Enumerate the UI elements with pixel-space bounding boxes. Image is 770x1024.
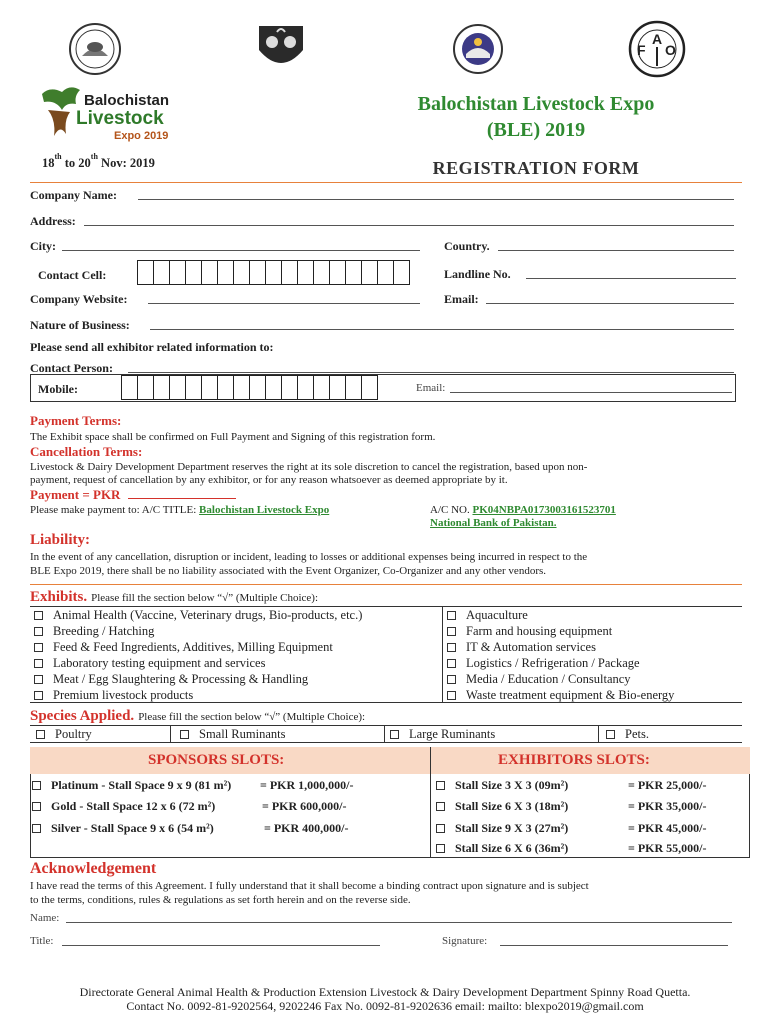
species-sep <box>384 725 385 743</box>
landline-field[interactable] <box>526 267 736 279</box>
mobile-email-label: Email: <box>416 382 446 394</box>
exhibitor-slot-1-price: = PKR 25,000/- <box>628 778 707 792</box>
exhibits-divider <box>442 606 443 703</box>
city-label: City: <box>30 239 56 253</box>
species-sep <box>170 725 171 743</box>
liability-line2: BLE Expo 2019, there shall be no liability associated with the Event Organizer, Co-Organizer and any other vendors. <box>30 565 547 577</box>
slots-divider <box>430 747 431 858</box>
checkbox[interactable] <box>606 730 615 739</box>
title-field[interactable] <box>62 934 380 946</box>
exhibit-option[interactable]: Farm and housing equipment <box>447 623 674 639</box>
name-label: Name: <box>30 912 60 924</box>
checkbox[interactable] <box>34 643 43 652</box>
exhibit-option[interactable]: Media / Education / Consultancy <box>447 671 674 687</box>
sponsor-slot-gold[interactable]: Gold - Stall Space 12 x 6 (72 m²) <box>32 799 215 814</box>
name-field[interactable] <box>66 911 732 923</box>
acknowledgement-line1: I have read the terms of this Agreement. I fully understand that it shall become a binding contract upon signature and is subject <box>30 880 589 892</box>
checkbox[interactable] <box>447 659 456 668</box>
checkbox[interactable] <box>447 611 456 620</box>
exhibitors-slots-heading: EXHIBITORS SLOTS: <box>498 752 650 768</box>
mobile-label: Mobile: <box>38 382 78 396</box>
address-label: Address: <box>30 214 76 228</box>
livestock-dept-logo <box>452 22 504 76</box>
contact-cell-boxes[interactable] <box>138 260 410 285</box>
exhibit-option[interactable]: Premium livestock products <box>34 687 362 703</box>
checkbox[interactable] <box>34 627 43 636</box>
signature-label: Signature: <box>442 935 488 947</box>
bank-name: National Bank of Pakistan. <box>430 517 557 529</box>
expo-logo-line2: Livestock <box>76 108 164 129</box>
checkbox[interactable] <box>34 659 43 668</box>
nature-of-business-field[interactable] <box>150 318 734 330</box>
signature-field[interactable] <box>500 934 728 946</box>
checkbox[interactable] <box>34 611 43 620</box>
exhibitor-slot-1[interactable]: Stall Size 3 X 3 (09m²) <box>436 778 568 793</box>
expo-logo-line1: Balochistan <box>84 92 170 109</box>
exhibit-option[interactable]: Meat / Egg Slaughtering & Processing & Handling <box>34 671 362 687</box>
exhibitor-slot-2-price: = PKR 35,000/- <box>628 799 707 813</box>
checkbox[interactable] <box>447 627 456 636</box>
exhibits-right-list <box>447 607 674 703</box>
sponsors-slots-heading: SPONSORS SLOTS: <box>148 752 285 768</box>
exhibit-option[interactable]: IT & Automation services <box>447 639 674 655</box>
form-title: REGISTRATION FORM <box>432 158 640 178</box>
checkbox[interactable] <box>34 691 43 700</box>
header-divider <box>30 182 742 183</box>
checkbox[interactable] <box>447 675 456 684</box>
svg-text:F: F <box>637 42 646 58</box>
payment-terms-heading: Payment Terms: <box>30 413 122 428</box>
expo-dates: 18th to 20th Nov: 2019 <box>42 152 155 170</box>
sponsor-slot-silver[interactable]: Silver - Stall Space 9 x 6 (54 m²) <box>32 821 214 836</box>
payment-terms-text: The Exhibit space shall be confirmed on Full Payment and Signing of this registration form. <box>30 431 436 443</box>
cancellation-line1: Livestock & Dairy Development Department reserves the right at its sole discretion to cancel the registration, based upon non- <box>30 461 588 473</box>
footer-line1: Directorate General Animal Health & Production Extension Livestock & Dairy Development Department Spinny Road Quetta. <box>79 985 691 999</box>
website-label: Company Website: <box>30 292 128 306</box>
species-heading-row: Species Applied. Please fill the section below “√” (Multiple Choice): <box>30 708 366 724</box>
checkbox[interactable] <box>447 643 456 652</box>
exhibitor-slot-3[interactable]: Stall Size 9 X 3 (27m²) <box>436 821 568 836</box>
exhibit-option[interactable]: Aquaculture <box>447 607 674 623</box>
acknowledgement-heading: Acknowledgement <box>30 860 157 877</box>
species-option-large-ruminants[interactable]: Large Ruminants <box>390 726 495 742</box>
sponsor-slot-silver-price: = PKR 400,000/- <box>264 821 349 835</box>
mobile-boxes[interactable] <box>122 375 378 400</box>
sponsor-slot-platinum[interactable]: Platinum - Stall Space 9 x 9 (81 m²) <box>32 778 231 793</box>
fao-logo <box>628 20 686 78</box>
liability-line1: In the event of any cancellation, disruption or incident, leading to losses or additional expenses being incurred in respect to the <box>30 551 588 563</box>
checkbox[interactable] <box>36 730 45 739</box>
exhibitor-slot-3-price: = PKR 45,000/- <box>628 821 707 835</box>
govt-seal-logo <box>68 22 122 76</box>
exhibitor-slot-2[interactable]: Stall Size 6 X 3 (18m²) <box>436 799 568 814</box>
cancellation-heading: Cancellation Terms: <box>30 444 143 459</box>
checkbox[interactable] <box>436 781 445 790</box>
checkbox[interactable] <box>447 691 456 700</box>
checkbox[interactable] <box>32 781 41 790</box>
checkbox[interactable] <box>390 730 399 739</box>
payment-heading: Payment = PKR <box>30 487 236 503</box>
liability-heading: Liability: <box>30 532 91 548</box>
account-title: Balochistan Livestock Expo <box>199 504 330 516</box>
checkbox[interactable] <box>34 675 43 684</box>
cancellation-line2: payment, request of cancellation by any exhibitor, or for any reason whatsoever as deemed appropriate by it. <box>30 474 508 486</box>
exhibits-heading-row: Exhibits. Please fill the section below “√” (Multiple Choice): <box>30 589 319 605</box>
exhibit-option[interactable]: Breeding / Hatching <box>34 623 362 639</box>
email-field[interactable] <box>486 292 734 304</box>
sponsor-slot-platinum-price: = PKR 1,000,000/- <box>260 778 354 792</box>
mobile-email-field[interactable] <box>450 381 732 393</box>
svg-text:O: O <box>665 42 676 58</box>
send-info-label: Please send all exhibitor related information to: <box>30 340 274 354</box>
exhibit-option[interactable]: Logistics / Refrigeration / Package <box>447 655 674 671</box>
expo-logo <box>36 84 186 150</box>
exhibit-option[interactable]: Feed & Feed Ingredients, Additives, Milling Equipment <box>34 639 362 655</box>
species-option-pets[interactable]: Pets. <box>606 726 649 742</box>
sponsor-slot-gold-price: = PKR 600,000/- <box>262 799 347 813</box>
checkbox[interactable] <box>436 844 445 853</box>
contact-person-label: Contact Person: <box>30 361 113 375</box>
nature-of-business-label: Nature of Business: <box>30 318 130 332</box>
expo-name-heading: Balochistan Livestock Expo <box>417 93 655 115</box>
species-sep <box>598 725 599 743</box>
address-field[interactable] <box>84 214 734 226</box>
species-option-small-ruminants[interactable]: Small Ruminants <box>180 726 285 742</box>
payment-instructions: Please make payment to: A/C TITLE: Balochistan Livestock Expo <box>30 504 330 516</box>
exhibitor-slot-4[interactable]: Stall Size 6 X 6 (36m²) <box>436 841 568 856</box>
exhibit-option[interactable]: Waste treatment equipment & Bio-energy <box>447 687 674 703</box>
checkbox[interactable] <box>32 802 41 811</box>
expo-logo-line3: Expo 2019 <box>114 130 169 142</box>
website-field[interactable] <box>148 292 420 304</box>
expo-year-heading: (BLE) 2019 <box>486 119 586 141</box>
company-name-label: Company Name: <box>30 188 117 202</box>
exhibit-option[interactable]: Animal Health (Vaccine, Veterinary drugs, Bio-products, etc.) <box>34 607 362 623</box>
exhibitor-slot-4-price: = PKR 55,000/- <box>628 841 707 855</box>
svg-text:A: A <box>652 31 663 47</box>
exhibits-left-list <box>34 607 362 703</box>
checkbox[interactable] <box>32 824 41 833</box>
acknowledgement-line2: to the terms, conditions, rules & regulations as set forth herein and on the reverse side. <box>30 894 411 906</box>
exhibit-option[interactable]: Laboratory testing equipment and services <box>34 655 362 671</box>
checkbox[interactable] <box>436 802 445 811</box>
checkbox[interactable] <box>180 730 189 739</box>
account-number: A/C NO. PK04NBPA0173003161523701 <box>430 504 616 516</box>
country-label: Country. <box>444 239 490 253</box>
company-name-field[interactable] <box>138 188 734 200</box>
contact-cell-label: Contact Cell: <box>38 268 107 282</box>
checkbox[interactable] <box>436 824 445 833</box>
title-label: Title: <box>30 935 54 947</box>
liability-divider <box>30 584 742 585</box>
footer-line2: Contact No. 0092-81-9202564, 9202246 Fax No. 0092-81-9202636 email: mailto: blexpo2019@gmail.com <box>126 999 644 1013</box>
balochistan-emblem-logo <box>255 20 307 78</box>
landline-label: Landline No. <box>444 267 511 281</box>
species-option-poultry[interactable]: Poultry <box>36 726 92 742</box>
country-field[interactable] <box>498 239 734 251</box>
email-label: Email: <box>444 292 479 306</box>
city-field[interactable] <box>62 239 420 251</box>
contact-person-field[interactable] <box>128 361 734 373</box>
